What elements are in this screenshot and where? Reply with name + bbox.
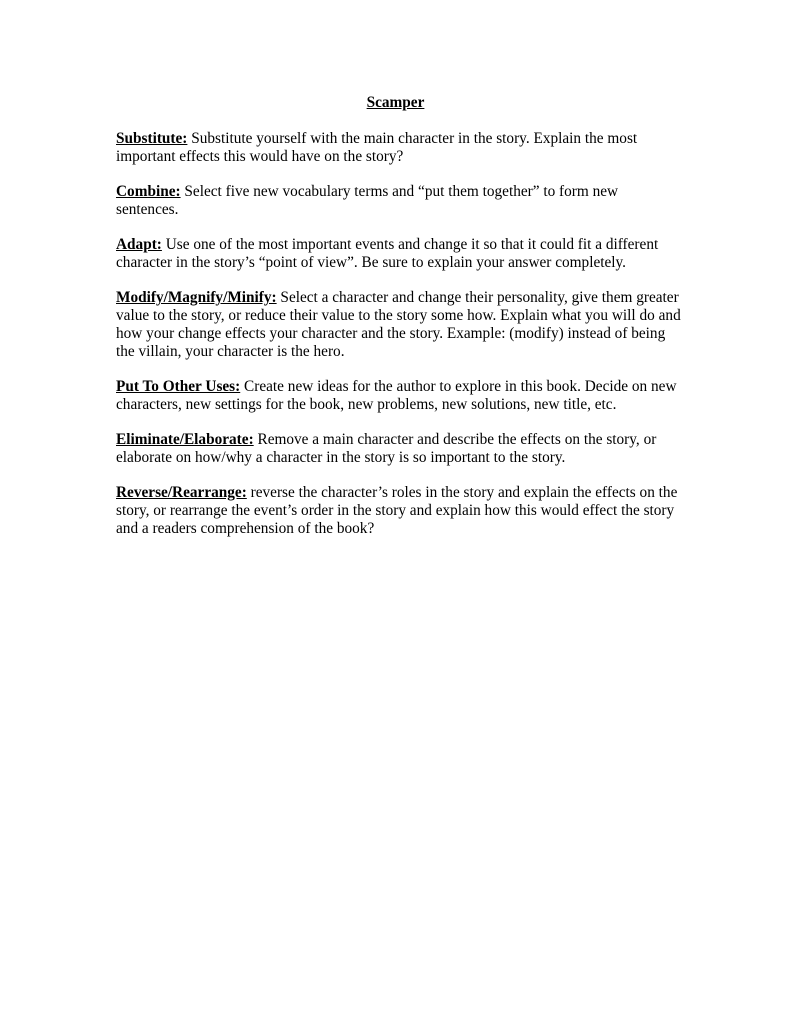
item-description: reverse the character’s roles in the story and explain the effects on the story, or rearrange the event’s order in the story and explain how this would effect the story and a readers comprehension of the book? [116,484,678,537]
document-body [116,130,681,555]
item-term: Adapt: [116,236,162,253]
document-title: Scamper [366,94,425,111]
item-description: Substitute yourself with the main character in the story. Explain the most important effects this would have on the story? [116,130,638,165]
item-term: Modify/Magnify/Minify: [116,289,277,306]
scamper-item-substitute [116,130,681,166]
item-term: Substitute: [116,130,188,147]
item-description: Create new ideas for the author to explore in this book. Decide on new characters, new settings for the book, new problems, new solutions, new title, etc. [116,378,677,413]
item-term: Reverse/Rearrange: [116,484,247,501]
item-term: Combine: [116,183,181,200]
item-description: Select a character and change their personality, give them greater value to the story, or reduce their value to the story some how. Explain what you will do and how your change effects your character and the story. Example: (modify) instead of being the villain, your character is the hero. [116,289,681,360]
item-term: Put To Other Uses: [116,378,241,395]
item-term: Eliminate/Elaborate: [116,431,254,448]
item-description: Use one of the most important events and change it so that it could fit a different character in the story’s “point of view”. Be sure to explain your answer completely. [116,236,659,271]
scamper-item-put-to-other-uses [116,378,681,414]
scamper-item-adapt [116,236,681,272]
scamper-item-reverse [116,484,681,538]
item-description: Select five new vocabulary terms and “put them together” to form new sentences. [116,183,619,218]
scamper-item-modify [116,289,681,361]
scamper-item-eliminate [116,431,681,467]
scamper-item-combine [116,183,681,219]
item-description: Remove a main character and describe the effects on the story, or elaborate on how/why a character in the story is so important to the story. [116,431,657,466]
